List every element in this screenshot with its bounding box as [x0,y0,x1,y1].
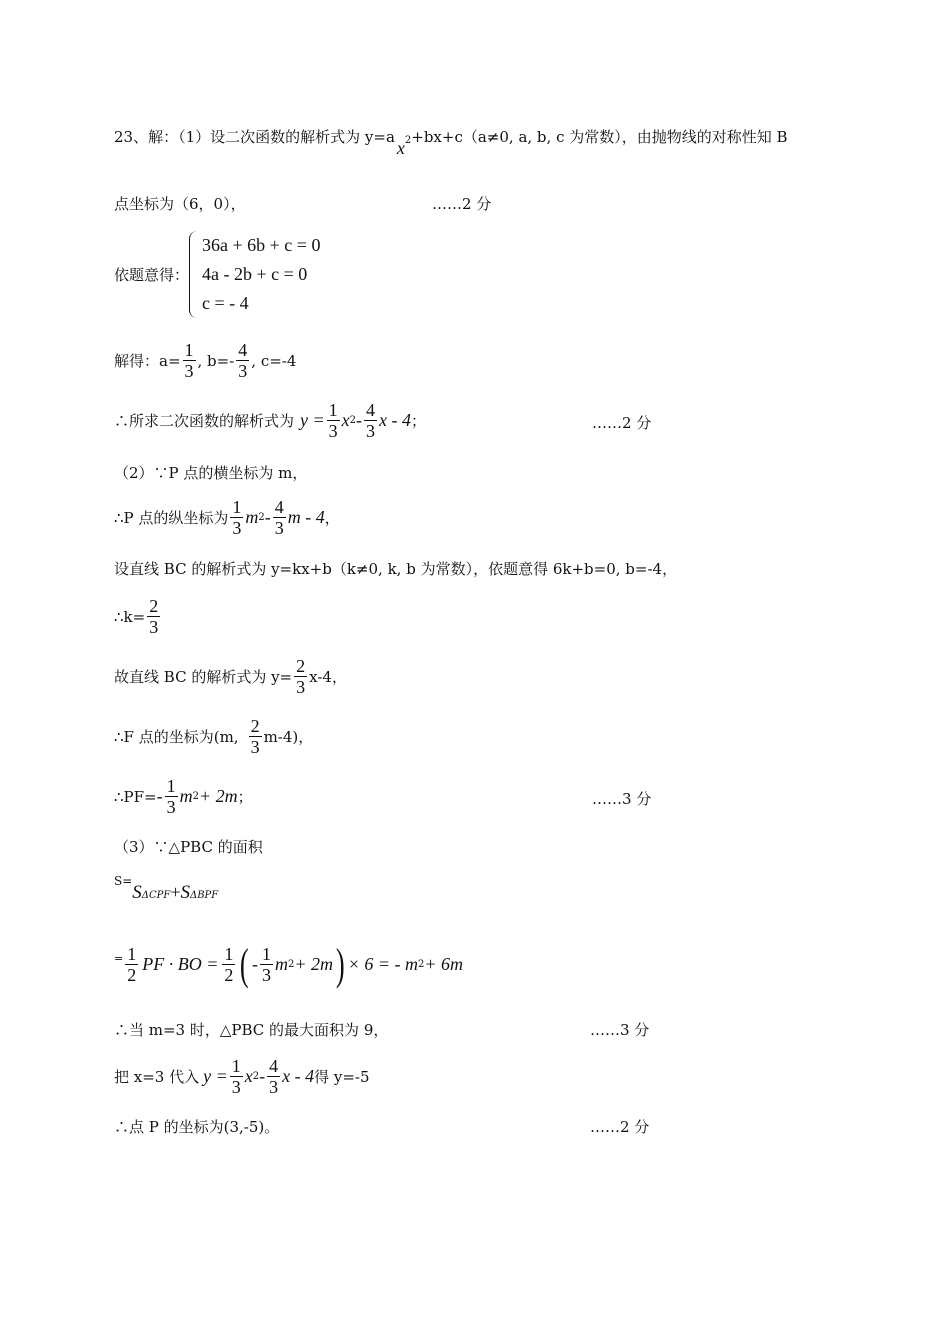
line-13-text: （3）∵△PBC 的面积 [114,838,263,856]
line-10 [114,656,347,697]
line-9 [114,596,162,637]
math-token: ΔCPF [141,890,171,901]
math-token: = [114,952,124,965]
math-token: 4 [238,340,248,360]
fraction [230,1056,243,1097]
math-token: 1 [224,944,234,964]
equation-system [189,231,320,318]
math-token: - [264,507,271,527]
line-12-label: ∴PF= [114,787,157,806]
score-3: ……3 分 [592,790,652,808]
line-8 [114,558,677,579]
math-token: 3 [274,518,284,538]
math-token: ； [237,788,253,806]
math-token: S [132,882,142,903]
math-token: 3 [262,965,272,985]
line-8-text: 设直线 BC 的解析式为 y=kx+b（k≠0, k, b 为常数），依题意得 6k+b=0, b=-4， [114,560,678,578]
math-token: 1 [328,400,338,420]
math-token: 2 [250,716,260,736]
math-token: x - 4 [379,410,412,430]
fraction [230,497,243,538]
math-token: x [244,1066,253,1086]
line-14-label: S= [114,874,133,888]
fraction [147,596,160,637]
eq-3: c = - 4 [202,293,249,313]
math-token: x-4， [309,668,347,686]
line-1-text: 23、解：（1）设二次函数的解析式为 y=a [114,128,395,146]
math-token: 3 [149,617,159,637]
fraction [364,400,377,441]
line-17-label: 把 x=3 代入 [114,1068,200,1086]
math-token: 2 [192,791,199,802]
line-4-b: , b=- [197,351,235,370]
line-13 [114,836,263,857]
math-token: × 6 = - m [347,954,418,974]
line-6-text: （2）∵P 点的横坐标为 m， [114,464,308,482]
fraction [273,497,286,538]
score-1: ……2 分 [432,195,492,213]
line-4-label: 解得：a= [114,352,181,370]
math-token: - [259,1066,266,1086]
math-token: 3 [328,421,338,441]
math-token: 1 [127,944,137,964]
score-5: ……2 分 [590,1118,650,1136]
line-9-label: ∴k= [114,607,146,626]
line-4 [114,340,296,381]
score-2: ……2 分 [592,414,652,432]
line-5-x: x [341,410,350,430]
fraction [125,944,138,985]
math-token: 2 [288,959,295,970]
fraction [327,400,340,441]
math-token: + 2m [199,786,238,806]
math-token: 2 [127,965,137,985]
math-token: 3 [184,361,194,381]
brace-icon [189,231,198,318]
math-token: m - 4 [287,507,325,527]
math-token: + 6m [424,954,464,974]
line-5-y: y = [300,410,325,430]
math-token: y = [203,1066,228,1086]
math-token: - [156,786,163,806]
math-token: 2 [418,959,425,970]
line-16 [114,1019,388,1040]
right-paren-icon: ) [335,939,345,989]
fraction [165,776,178,817]
line-15 [114,939,464,989]
fraction [267,1056,280,1097]
line-2-text: 点坐标为（6，0）， [114,195,246,213]
line-3 [114,231,320,318]
math-token: 3 [231,1077,241,1097]
math-token: 4 [269,1056,279,1076]
left-paren-icon: ( [240,939,250,989]
math-token: 1 [232,497,242,517]
eq-1: 36a + 6b + c = 0 [202,235,321,255]
math-token: 2 [224,965,234,985]
math-token: 1 [166,776,176,796]
math-token: - [252,954,259,974]
fraction [249,716,262,757]
math-token: x - 4 [282,1066,315,1086]
math-token: m [275,954,289,974]
line-1-x: x [396,138,405,158]
math-token: 3 [166,797,176,817]
line-2 [114,193,246,214]
line-3-label: 依题意得： [114,266,190,284]
math-token: 1 [231,1056,241,1076]
math-token: 4 [274,497,284,517]
math-token: m-4)， [263,728,314,746]
math-token: 2 [258,512,265,523]
line-10-label: 故直线 BC 的解析式为 y= [114,668,293,686]
line-14 [114,874,218,904]
math-token: 2 [149,596,159,616]
line-16-text: ∴当 m=3 时，△PBC 的最大面积为 9， [114,1021,389,1039]
fraction [260,944,273,985]
eq-2: 4a - 2b + c = 0 [202,264,308,284]
frac-b [236,340,249,381]
math-token: 1 [262,944,272,964]
math-token: 3 [296,677,306,697]
score-4: ……3 分 [590,1021,650,1039]
line-18 [114,1116,279,1137]
fraction [222,944,235,985]
math-token: 1 [184,340,194,360]
math-token: ； [411,412,427,430]
line-1 [114,126,788,158]
math-token: + 2m [294,954,334,974]
frac-a [183,340,196,381]
math-token: ΔBPF [189,890,219,901]
math-token: S [180,882,190,903]
line-1-rest: +bx+c（a≠0, a, b, c 为常数），由抛物线的对称性知 B [411,128,788,146]
line-7-label: ∴P 点的纵坐标为 [114,509,229,527]
line-17 [114,1056,370,1097]
math-token: + [170,882,181,902]
math-token: ， [324,509,340,527]
line-11-label: ∴F 点的坐标为(m, [114,728,239,746]
line-7 [114,497,340,538]
math-token: 得 y=-5 [314,1068,370,1086]
math-token: 2 [252,1071,260,1082]
line-12 [114,776,253,817]
math-token: PF · BO = [142,954,219,974]
line-4-c: , c=-4 [251,351,297,370]
math-token: 3 [250,737,260,757]
line-1-sq: 2 [404,135,412,146]
math-token: 4 [366,400,376,420]
line-18-text: ∴点 P 的坐标为(3,-5)。 [114,1118,280,1136]
math-token: 3 [366,421,376,441]
fraction [294,656,307,697]
math-token: 3 [232,518,242,538]
math-token: 2 [296,656,306,676]
math-token: m [179,786,193,806]
line-5 [114,400,426,441]
math-token: 3 [269,1077,279,1097]
math-token: 2 [349,415,357,426]
math-token: - [356,410,363,430]
line-5-label: ∴所求二次函数的解析式为 [114,412,295,430]
line-6 [114,462,307,483]
math-token: m [245,507,259,527]
line-11 [114,716,313,757]
math-token: 3 [238,361,248,381]
